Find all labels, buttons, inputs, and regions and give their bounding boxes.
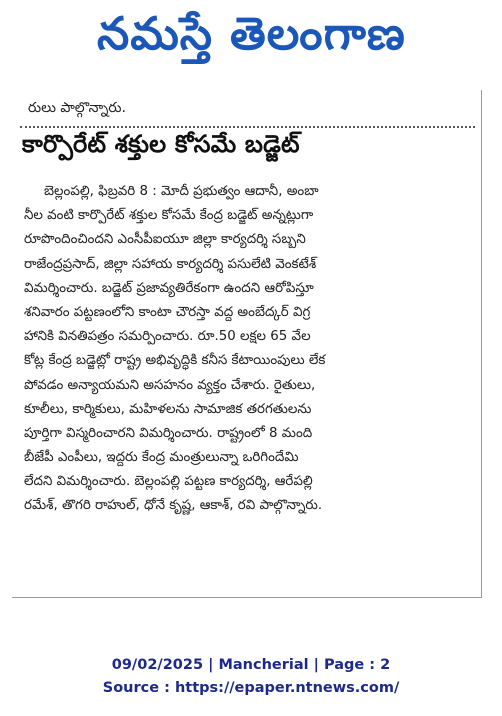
body-line: రూపొందించిందని ఎంసీపీఐయూ జిల్లా కార్యదర్శి సబ్బని <box>24 232 306 248</box>
body-line: రమేశ్, తొగరి రాహుల్, ధోనే కృష్ణ, ఆకాశ్, రవి పాల్గొన్నారు. <box>24 498 323 514</box>
body-line: నీల వంటి కార్పొరేట్ శక్తుల కోసమే కేంద్ర బడ్జెట్ అన్నట్లుగా <box>24 208 314 224</box>
body-line: కోట్ల కేంద్ర బడ్జెట్లో రాష్ట్ర అభివృద్ధికి కనీస కేటాయింపులు లేక <box>24 353 326 369</box>
body-line: హానికి వినతిపత్రం సమర్పించారు. రూ.50 లక్షల 65 వేల <box>24 329 311 345</box>
newspaper-logo: నమస్తే తెలంగాణ <box>96 7 406 60</box>
source-link[interactable]: Source : https://epaper.ntnews.com/ <box>102 680 400 696</box>
body-line: బీజేపీ ఎంపీలు, ఇద్దరు కేంద్ర మంత్రులున్నా ఒరిగిందేమి <box>24 450 299 466</box>
article-body <box>24 180 470 519</box>
previous-article-tail: రులు పాల్గొన్నారు. <box>28 100 126 116</box>
body-line: బెల్లంపల్లి, ఫిబ్రవరి 8 : మోదీ ప్రభుత్వం ఆదానీ, అంబా <box>44 184 319 199</box>
body-line: పోవడం అన్యాయమని అసహనం వ్యక్తం చేశారు. రైతులు, <box>24 377 316 393</box>
body-line: పూర్తిగా విస్మరించారని విమర్శించారు. రాష్ట్రంలో 8 మంది <box>24 425 313 441</box>
edition-info: 09/02/2025 | Mancherial | Page : 2 <box>111 657 391 673</box>
masthead <box>0 0 502 78</box>
body-line: లేదని విమర్శించారు. బెల్లంపల్లి పట్టణ కార్యదర్శి, ఆరేపల్లి <box>24 474 313 490</box>
body-line: విమర్శించారు. బడ్జెట్ ప్రజావ్యతిరేకంగా ఉందని ఆరోపిస్తూ <box>24 280 314 296</box>
dotted-divider <box>20 126 475 128</box>
body-line: కూలీలు, కార్మికులు, మహిళలను సామాజిక తరగతులను <box>24 401 312 417</box>
article-headline: కార్పొరేట్ శక్తుల కోసమే బడ్జెట్ <box>22 130 300 158</box>
body-line: రాజేంద్రప్రసాద్, జిల్లా సహాయ కార్యదర్శి పసులేటి వెంకటేశ్ <box>24 256 317 272</box>
body-line: శనివారం పట్టణంలోని కాంటా చౌరస్తా వద్ద అంబేద్కర్ విగ్ర <box>24 304 311 320</box>
